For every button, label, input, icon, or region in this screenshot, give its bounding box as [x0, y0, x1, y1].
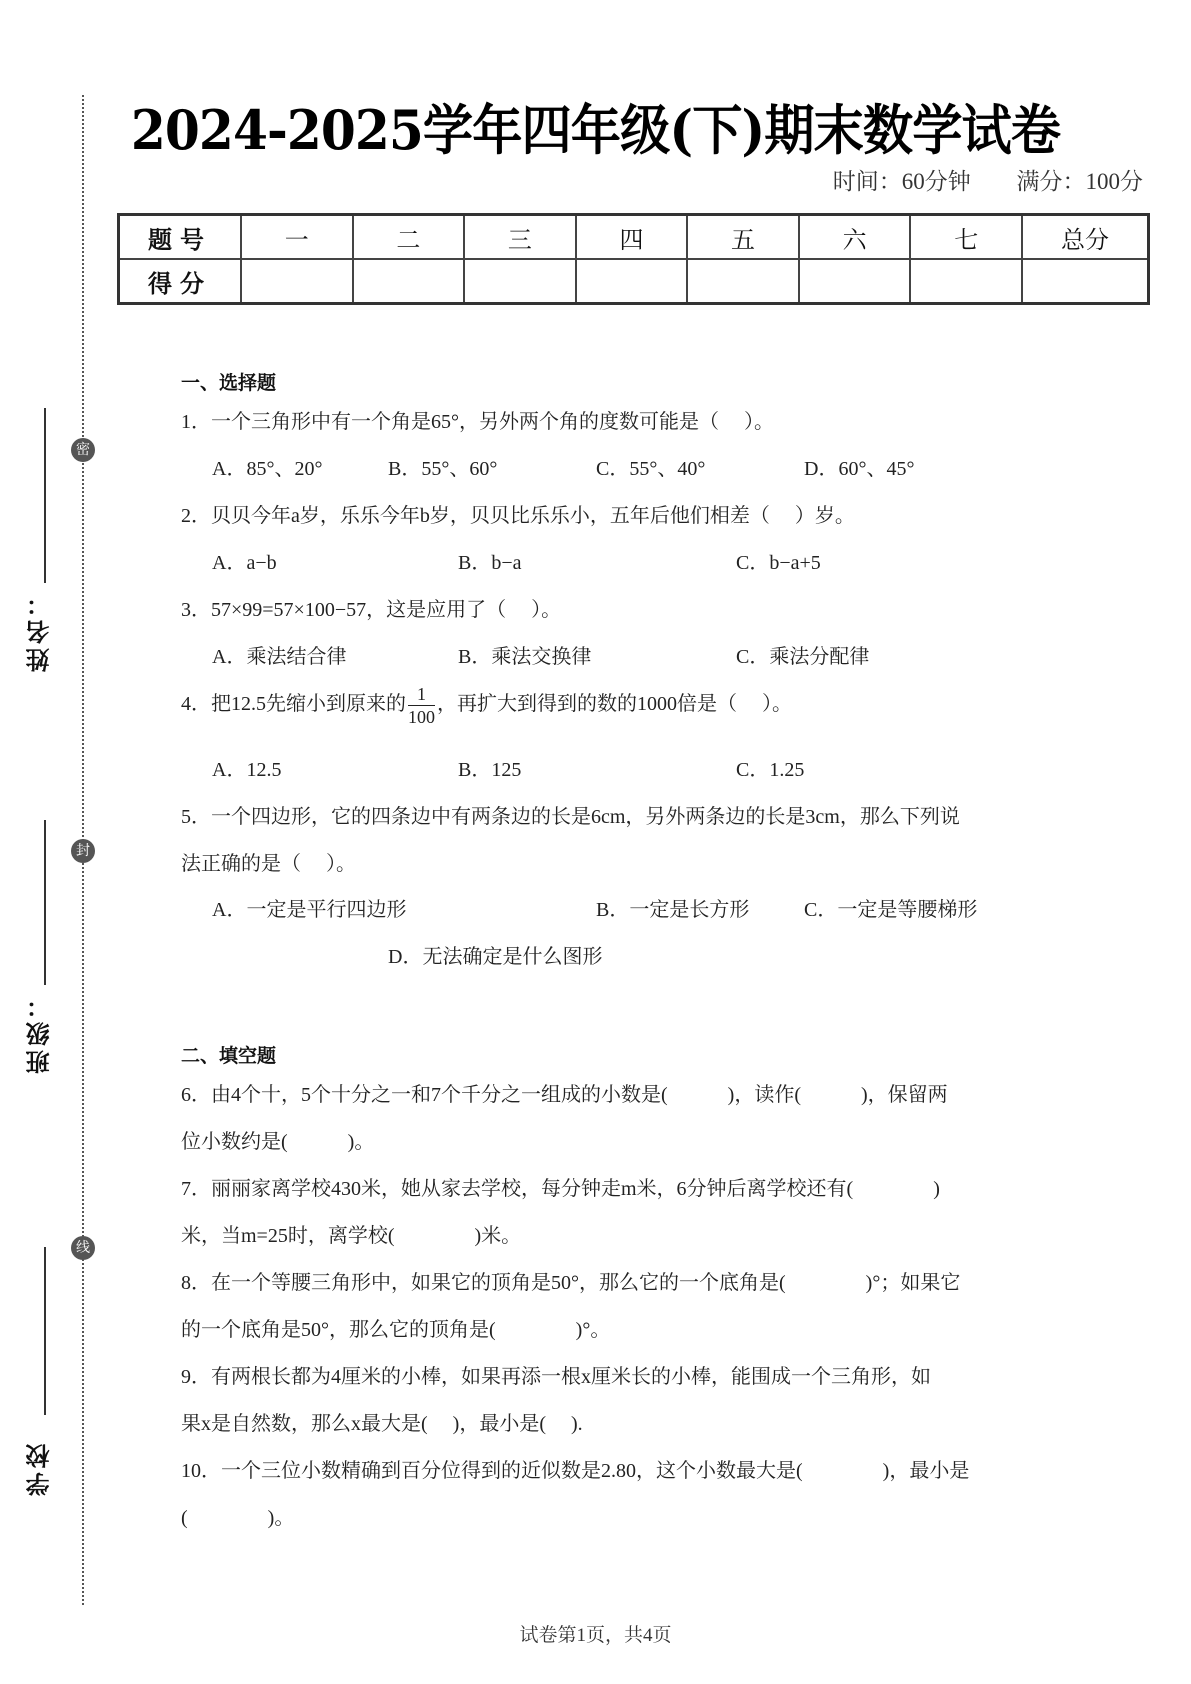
question-number-label: 题号 [119, 215, 242, 260]
question-9-line-2: 果x是自然数，那么x最大是( )，最小是( ). [181, 1413, 583, 1435]
q1-option-b: B．55°、60° [388, 458, 498, 480]
q1-option-a: A．85°、20° [212, 458, 323, 480]
question-10-line-2: ( )。 [181, 1507, 295, 1529]
column-5: 五 [687, 215, 799, 260]
question-5-line-2: 法正确的是（ ）。 [181, 853, 356, 875]
q1-option-d: D．60°、45° [804, 458, 915, 480]
score-label: 得分 [119, 259, 242, 304]
score-cell-total[interactable] [1022, 259, 1149, 304]
score-cell-4[interactable] [576, 259, 688, 304]
column-2: 二 [353, 215, 465, 260]
question-6-line-2: 位小数约是( )。 [181, 1131, 375, 1153]
section-fill-blank-title: 二、填空题 [181, 1045, 277, 1067]
q3-option-a: A．乘法结合律 [212, 646, 347, 668]
q4-text-before: 4．把12.5先缩小到原来的 [181, 693, 406, 716]
q2-option-c: C．b−a+5 [736, 552, 821, 574]
score-table-header-row [119, 215, 1149, 260]
score-cell-2[interactable] [353, 259, 465, 304]
q5-option-b: B．一定是长方形 [596, 899, 750, 921]
class-label: 班级： [26, 990, 54, 1074]
question-9-line-1: 9．有两根长都为4厘米的小棒，如果再添一根x厘米长的小棒，能围成一个三角形，如 [181, 1366, 931, 1388]
question-8-line-2: 的一个底角是50°，那么它的顶角是( )°。 [181, 1319, 611, 1341]
q5-option-d: D．无法确定是什么图形 [388, 946, 603, 968]
q4-option-b: B．125 [458, 759, 522, 781]
q5-option-a: A．一定是平行四边形 [212, 899, 407, 921]
school-blank-line[interactable] [44, 1247, 46, 1415]
q2-option-a: A．a−b [212, 552, 277, 574]
score-cell-5[interactable] [687, 259, 799, 304]
q4-option-c: C．1.25 [736, 759, 805, 781]
question-5-line-1: 5．一个四边形，它的四条边中有两条边的长是6cm，另外两条边的长是3cm，那么下列说 [181, 806, 960, 828]
class-blank-line[interactable] [44, 820, 46, 985]
question-2: 2．贝贝今年a岁，乐乐今年b岁，贝贝比乐乐小，五年后他们相差（ ）岁。 [181, 505, 855, 527]
seal-mi-icon: 密 [71, 438, 95, 462]
q3-option-c: C．乘法分配律 [736, 646, 870, 668]
seal-feng-icon: 封 [71, 839, 95, 863]
question-8-line-1: 8．在一个等腰三角形中，如果它的顶角是50°，那么它的一个底角是( )°；如果它 [181, 1272, 961, 1294]
question-4 [181, 683, 792, 728]
section-multiple-choice-title: 一、选择题 [181, 372, 277, 394]
q5-option-c: C．一定是等腰梯形 [804, 899, 978, 921]
exam-time: 时间：60分钟 [832, 169, 971, 194]
school-label: 学校 [26, 1440, 54, 1496]
score-table-score-row [119, 259, 1149, 304]
column-7: 七 [910, 215, 1022, 260]
q4-fraction-numerator: 1 [408, 683, 435, 706]
q4-fraction-denominator: 100 [408, 707, 435, 727]
score-cell-6[interactable] [799, 259, 911, 304]
q4-text-after: ，再扩大到得到的数的1000倍是（ ）。 [437, 693, 792, 716]
name-label: 姓名： [26, 588, 54, 672]
score-cell-3[interactable] [464, 259, 576, 304]
exam-title: 2024-2025学年四年级(下)期末数学试卷 [130, 98, 1061, 162]
score-cell-1[interactable] [241, 259, 353, 304]
q1-option-c: C．55°、40° [596, 458, 706, 480]
q2-option-b: B．b−a [458, 552, 522, 574]
column-1: 一 [241, 215, 353, 260]
question-1: 1．一个三角形中有一个角是65°，另外两个角的度数可能是（ ）。 [181, 411, 774, 433]
name-blank-line[interactable] [44, 408, 46, 583]
score-cell-7[interactable] [910, 259, 1022, 304]
question-10-line-1: 10．一个三位小数精确到百分位得到的近似数是2.80，这个小数最大是( )，最小是 [181, 1460, 970, 1482]
question-7-line-2: 米，当m=25时，离学校( )米。 [181, 1225, 522, 1247]
q3-option-b: B．乘法交换律 [458, 646, 592, 668]
exam-meta [793, 163, 1143, 196]
column-3: 三 [464, 215, 576, 260]
exam-full-score: 满分：100分 [1016, 169, 1143, 194]
score-table [117, 213, 1150, 305]
column-total: 总分 [1022, 215, 1149, 260]
q4-option-a: A．12.5 [212, 759, 282, 781]
column-6: 六 [799, 215, 911, 260]
q4-fraction [408, 683, 435, 728]
question-7-line-1: 7．丽丽家离学校430米，她从家去学校，每分钟走m米，6分钟后离学校还有( ) [181, 1178, 940, 1200]
question-3: 3．57×99=57×100−57，这是应用了（ ）。 [181, 599, 562, 621]
page-footer: 试卷第1页，共4页 [519, 1625, 672, 1646]
question-6-line-1: 6．由4个十，5个十分之一和7个千分之一组成的小数是( )，读作( )，保留两 [181, 1084, 948, 1106]
column-4: 四 [576, 215, 688, 260]
seal-xian-icon: 线 [71, 1236, 95, 1260]
